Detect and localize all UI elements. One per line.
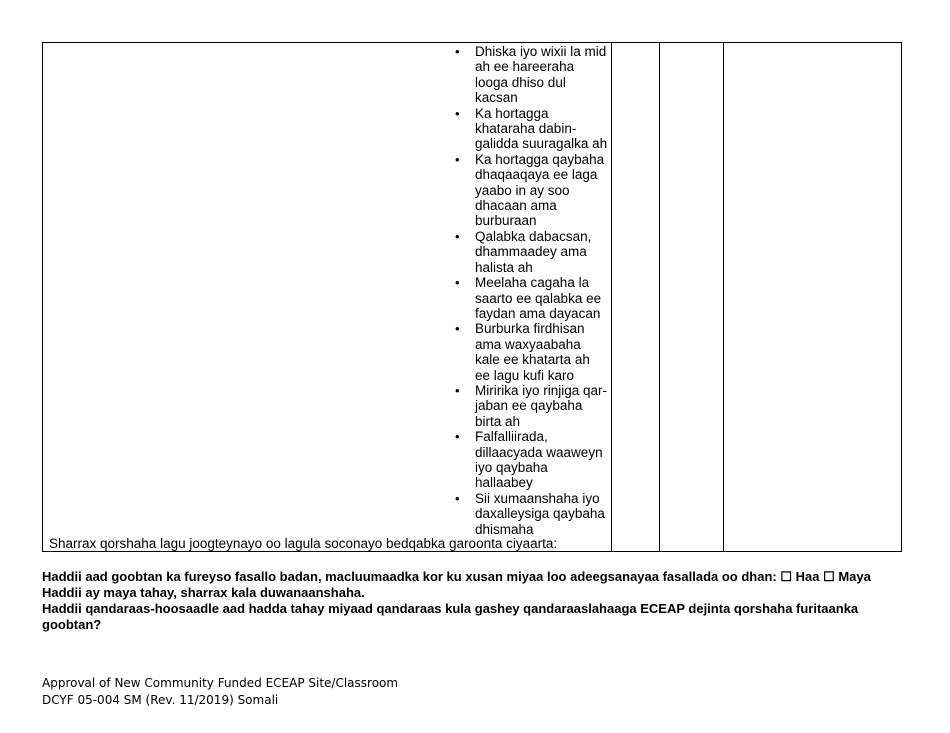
column-divider: [611, 43, 612, 551]
hazard-item-line: Sii xumaanshaha iyo: [475, 490, 600, 506]
hazard-item-line: halista ah: [475, 259, 533, 275]
hazard-item-line: dhammaadey ama: [475, 244, 587, 260]
form-title: Approval of New Community Funded ECEAP Site/Classroom: [42, 676, 399, 690]
hazard-item-line: ama waxyaabaha: [475, 336, 581, 352]
hazard-item-line: hallaabey: [475, 475, 533, 491]
hazard-item-line: Ka hortagga qaybaha: [475, 151, 605, 167]
hazard-item: [449, 491, 609, 537]
hazard-item-line: kale ee khatarta ah: [475, 352, 590, 368]
hazard-item-line: dillaacyada waaweyn: [475, 444, 603, 460]
column-divider: [659, 43, 660, 551]
hazard-item-line: dhismaha: [475, 521, 534, 537]
safety-plan-table: [42, 42, 902, 552]
hazard-item-line: Burburka firdhisan: [475, 321, 585, 337]
hazard-item-line: yaabo in ay soo: [475, 182, 570, 198]
hazard-item-line: ah ee hareeraha: [475, 59, 575, 75]
hazard-item-line: Qalabka dabacsan,: [475, 228, 592, 244]
hazard-item-line: galidda suuragalka ah: [475, 136, 608, 152]
bullet-icon: •: [455, 382, 460, 398]
bullet-icon: •: [455, 429, 460, 445]
multi-classroom-question: Haddii aad goobtan ka fureyso fasallo badan, macluumaadka kor ku xusan miyaa loo adeegsanayaa fasallada oo dhan: ☐ Haa ☐ Maya: [42, 569, 871, 584]
explain-differences-prompt: Haddii ay maya tahay, sharrax kala duwanaanshaha.: [42, 585, 365, 600]
bullet-icon: •: [455, 105, 460, 121]
bullet-icon: •: [455, 275, 460, 291]
hazard-item: [449, 429, 609, 491]
form-id: DCYF 05-004 SM (Rev. 11/2019) Somali: [42, 693, 279, 707]
hazard-item: [449, 106, 609, 152]
hazard-item-line: faydan ama dayacan: [475, 305, 601, 321]
hazard-item-line: looga dhiso dul: [475, 74, 566, 90]
bullet-icon: •: [455, 321, 460, 337]
notes-section: [42, 569, 912, 633]
hazard-item: [449, 383, 609, 429]
hazard-item: [449, 44, 609, 106]
hazard-item-line: ee lagu kufi karo: [475, 367, 575, 383]
hazard-item: [449, 152, 609, 229]
hazard-item-line: Dhiska iyo wixii la mid: [475, 44, 607, 59]
subcontractor-question: Haddii qandaraas-hoosaadle aad hadda tahay miyaad qandaraas kula gashey qandaraaslahaaga ECEAP dejinta qorshaha furitaanka goobtan?: [42, 601, 859, 632]
hazard-item-line: dhacaan ama: [475, 198, 557, 214]
bullet-icon: •: [455, 228, 460, 244]
hazard-item-line: kacsan: [475, 90, 518, 106]
bullet-icon: •: [455, 44, 460, 59]
hazard-item-line: birta ah: [475, 413, 521, 429]
hazard-item-line: khataraha dabin-: [475, 121, 577, 137]
hazard-item-line: Falfalliirada,: [475, 429, 548, 445]
hazard-checklist: [449, 44, 609, 537]
hazard-item-line: Ka hortagga: [475, 105, 549, 121]
page-footer: [42, 675, 398, 709]
hazard-item-line: iyo qaybaha: [475, 459, 548, 475]
hazard-item-line: jaban ee qaybaha: [475, 398, 583, 414]
column-divider: [723, 43, 724, 551]
hazard-item-line: dhaqaaqaya ee laga: [475, 167, 598, 183]
hazard-item-line: burburaan: [475, 213, 537, 229]
bullet-icon: •: [455, 151, 460, 167]
hazard-item-line: daxalleysiga qaybaha: [475, 506, 605, 522]
hazard-item-line: Meelaha cagaha la: [475, 275, 590, 291]
hazard-item: [449, 275, 609, 321]
maintenance-plan-label: Sharrax qorshaha lagu joogteynayo oo lagula soconayo bedqabka garoonta ciyaarta:: [49, 536, 558, 551]
hazard-item-line: saarto ee qalabka ee: [475, 290, 602, 306]
bullet-icon: •: [455, 490, 460, 506]
hazard-item-line: Miririka iyo rinjiga qar-: [475, 382, 608, 398]
hazard-item: [449, 229, 609, 275]
hazard-item: [449, 321, 609, 383]
